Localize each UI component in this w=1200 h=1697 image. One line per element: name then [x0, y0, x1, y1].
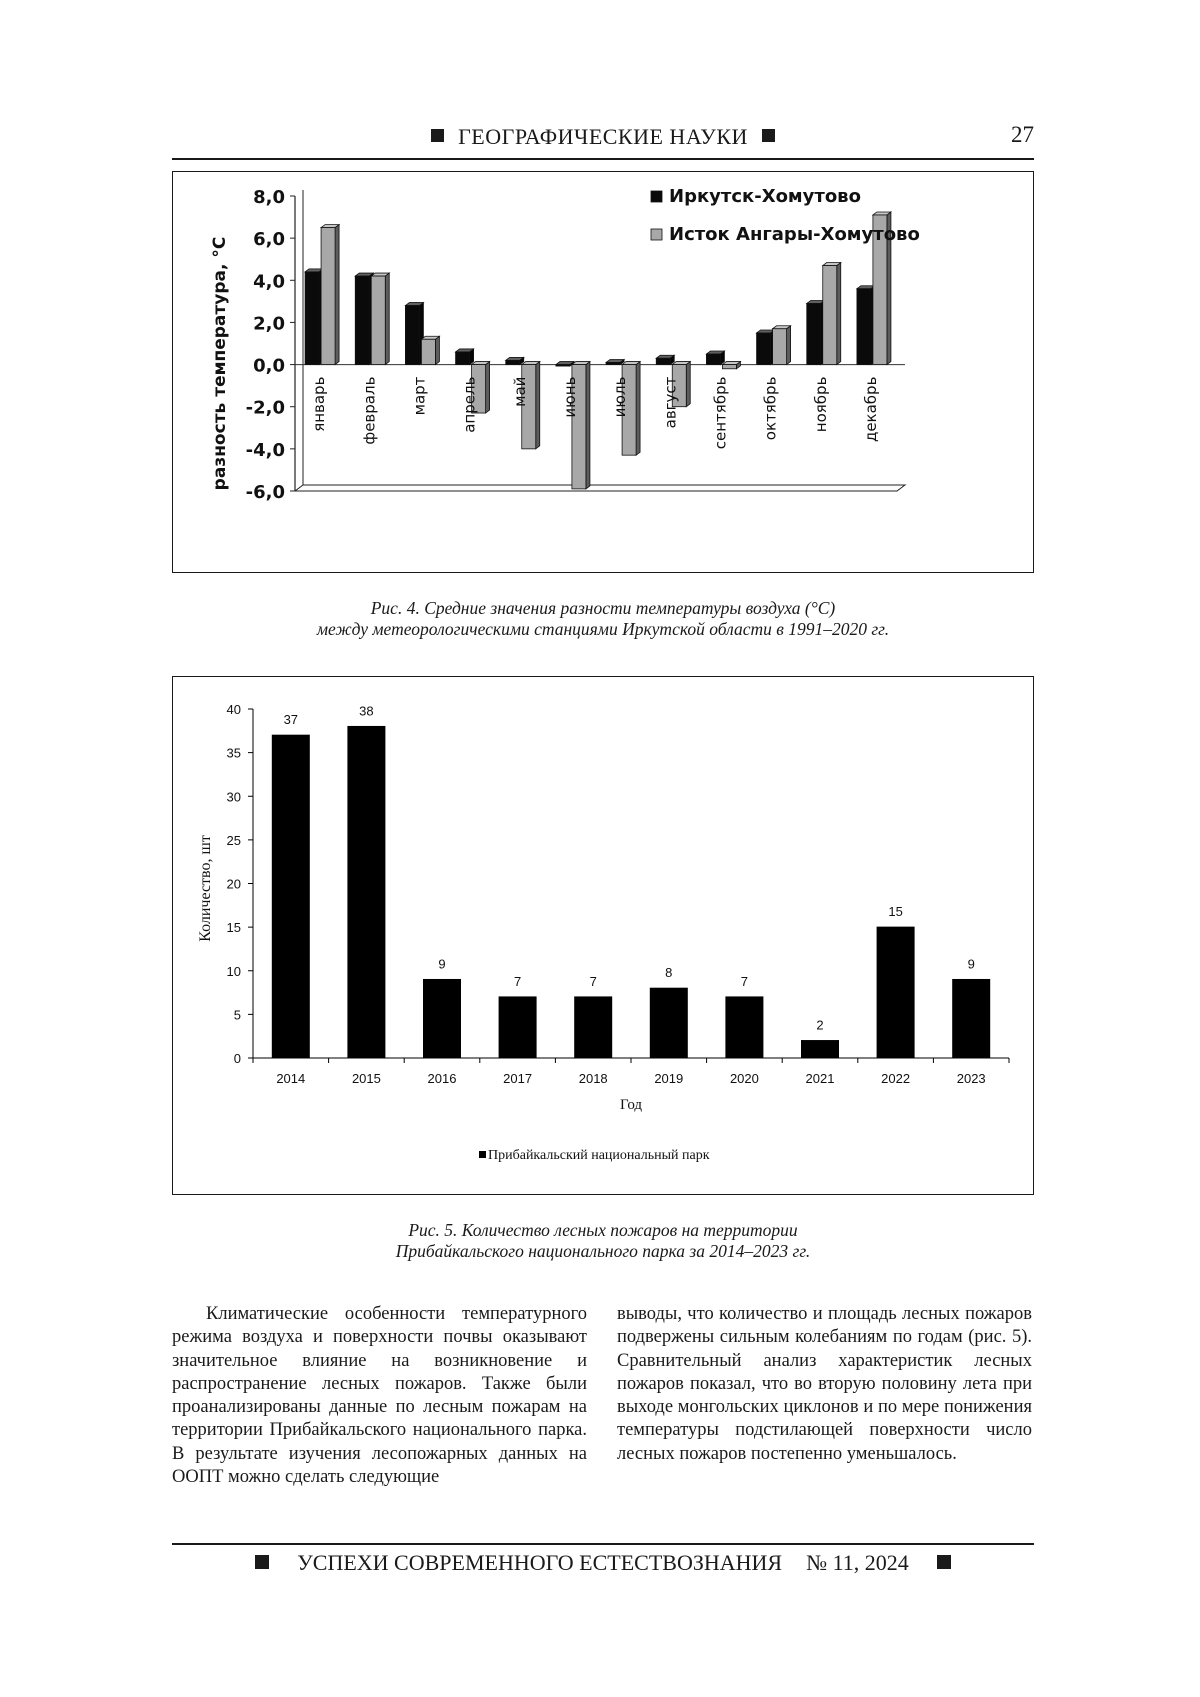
running-footer [172, 1543, 1034, 1576]
chart4-bar [706, 351, 724, 365]
chart4-legend-swatch [651, 191, 662, 202]
chart5-data-label: 9 [438, 956, 446, 972]
chart4-bar-front [371, 276, 385, 365]
chart4-y-tick-label: -2,0 [245, 397, 285, 419]
chart5-x-tick-label: 2018 [578, 1071, 608, 1086]
body-text-left-column: Климатические особенности температурного режима воздуха и поверхности почвы оказывают значительное влияние на возникновение и распространение лесных пожаров. Также были проанализированы данные по лесным пожарам на территории Прибайкальского национального парка. В результате изучения лесопожарных данных на ООПТ можно сделать следующие [172, 1304, 587, 1488]
chart4-category-label: июнь [560, 376, 579, 418]
journal-section-title [172, 124, 1034, 150]
chart4-bar-front [773, 329, 787, 365]
section-name: ГЕОГРАФИЧЕСКИЕ НАУКИ [458, 124, 748, 149]
chart5-bar [272, 735, 309, 1058]
chart4-category-label: март [410, 376, 429, 416]
chart4-bar-side [335, 225, 339, 365]
chart4-bar-front [421, 339, 435, 364]
chart4-bar-front [305, 272, 319, 365]
issue-number: № 11, 2024 [806, 1550, 909, 1575]
chart4-legend-label: Исток Ангары-Хомутово [669, 224, 920, 245]
square-bullet-icon [937, 1555, 951, 1569]
chart4-bar-front [823, 266, 837, 365]
chart4-bar [421, 336, 439, 364]
chart5-bar [424, 979, 461, 1058]
figure-5-caption [172, 1220, 1034, 1262]
chart4-bar-side [435, 336, 439, 364]
temperature-difference-chart [173, 172, 1033, 572]
chart4-bar-side [636, 362, 640, 456]
chart4-category-label: июль [611, 376, 630, 418]
body-text-right-column: выводы, что количество и площадь лесных пожаров подвержены сильным колебаниям по годам (рис. 5). Сравнительный анализ характеристик лесных пожаров показал, что во вторую половину лета при выходе монгольских циклонов и по мере понижения температуры подстилающей поверхности число лесных пожаров постепенно уменьшалось. [617, 1304, 1032, 1464]
figure-5-caption-line-2: Прибайкальского национального парка за 2014–2023 гг. [395, 1241, 811, 1261]
chart5-bar [802, 1041, 839, 1058]
chart4-bar-side [536, 362, 540, 449]
chart5-y-tick-label: 0 [233, 1051, 241, 1066]
chart4-y-tick-label: 2,0 [253, 313, 285, 335]
figure-4-caption-line-2: между метеорологическими станциями Иркутской области в 1991–2020 гг. [316, 619, 890, 639]
chart4-bar [456, 349, 474, 365]
chart5-data-label: 8 [665, 965, 673, 981]
chart4-y-tick-label: -4,0 [245, 439, 285, 461]
chart4-bar-side [385, 273, 389, 365]
chart5-y-tick-label: 35 [226, 745, 241, 761]
running-header [172, 122, 1034, 160]
chart4-bar-side [586, 362, 590, 489]
chart5-x-tick-label: 2016 [427, 1071, 457, 1086]
figure-4-caption [172, 598, 1034, 640]
chart5-legend-label: Прибайкальский национальный парк [488, 1148, 710, 1163]
chart4-bar [305, 269, 323, 365]
chart5-bar [575, 997, 612, 1058]
chart4-bar [355, 273, 373, 365]
chart5-x-tick-label: 2017 [503, 1071, 533, 1086]
figure-5-caption-line-1: Рис. 5. Количество лесных пожаров на территории [408, 1220, 798, 1240]
chart5-y-tick-label: 20 [226, 876, 241, 892]
chart5-x-tick-label: 2023 [956, 1071, 986, 1086]
chart4-bar [857, 286, 875, 365]
chart4-y-tick-label: 8,0 [253, 187, 285, 208]
chart4-bar-side [686, 362, 690, 407]
chart4-bar [807, 300, 825, 364]
figure-4-chart-frame [172, 171, 1034, 573]
chart5-data-label: 7 [589, 973, 597, 989]
chart4-bar-front [456, 352, 470, 365]
chart4-y-tick-label: -6,0 [245, 482, 285, 503]
chart4-floor [295, 485, 905, 491]
square-bullet-icon [431, 129, 444, 142]
chart5-bar [499, 997, 536, 1058]
chart4-bar-front [321, 228, 335, 365]
figure-4-caption-line-1: Рис. 4. Средние значения разности температуры воздуха (°C) [370, 598, 836, 618]
chart4-bar [757, 330, 775, 365]
chart4-category-label: сентябрь [711, 376, 730, 450]
chart4-y-tick-label: 4,0 [253, 271, 285, 293]
chart4-category-label: май [510, 376, 529, 407]
chart4-bar-front [355, 276, 369, 365]
chart5-y-axis-title: Количество, шт [197, 835, 214, 942]
chart4-category-label: октябрь [761, 376, 780, 441]
chart4-bar [606, 359, 624, 364]
chart4-category-label: февраль [360, 376, 379, 445]
chart4-bar-front [757, 333, 771, 365]
chart5-data-label: 37 [283, 712, 299, 728]
chart4-bar-front [857, 289, 871, 365]
chart5-data-label: 2 [816, 1017, 824, 1033]
chart4-bar [773, 326, 791, 365]
chart5-y-tick-label: 15 [226, 920, 241, 936]
chart5-legend-swatch [479, 1151, 486, 1158]
chart4-bar-side [486, 362, 490, 413]
chart4-bar-front [656, 358, 670, 364]
chart5-x-axis-title: Год [619, 1097, 643, 1113]
forest-fires-chart [173, 677, 1033, 1194]
chart4-bar-front [506, 360, 520, 364]
chart5-bar [650, 988, 687, 1058]
chart5-data-label: 15 [888, 904, 903, 920]
chart4-legend-swatch [651, 229, 662, 240]
chart4-category-label: август [661, 376, 680, 429]
chart5-y-tick-label: 5 [233, 1007, 241, 1023]
chart5-y-tick-label: 25 [226, 832, 241, 848]
figure-5-chart-frame [172, 676, 1034, 1195]
chart5-bar [953, 979, 990, 1058]
chart4-bar [506, 357, 524, 364]
chart4-bar-side [787, 326, 791, 365]
chart4-category-label: ноябрь [811, 376, 830, 433]
chart5-x-tick-label: 2020 [729, 1071, 759, 1086]
chart4-y-axis-title: разность температура, °С [210, 236, 230, 491]
chart5-y-tick-label: 30 [226, 789, 241, 805]
chart4-category-label: апрель [460, 376, 479, 433]
chart4-bar [656, 355, 674, 364]
chart4-bar-front [405, 306, 419, 365]
square-bullet-icon [762, 129, 775, 142]
chart5-x-tick-label: 2022 [881, 1071, 911, 1086]
chart5-data-label: 9 [967, 956, 975, 972]
square-bullet-icon [255, 1555, 269, 1569]
chart5-bar [877, 927, 914, 1058]
chart4-bar [371, 273, 389, 365]
chart4-category-label: январь [310, 376, 329, 432]
chart4-bar-side [837, 263, 841, 365]
chart4-category-label: декабрь [861, 376, 880, 443]
chart5-bar [726, 997, 763, 1058]
chart4-bar-front [606, 362, 620, 364]
chart4-bar [722, 362, 740, 369]
chart5-x-tick-label: 2019 [654, 1071, 684, 1086]
journal-name: УСПЕХИ СОВРЕМЕННОГО ЕСТЕСТВОЗНАНИЯ [297, 1550, 783, 1575]
chart4-bar [321, 225, 339, 365]
chart5-x-tick-label: 2014 [276, 1071, 306, 1086]
chart4-bar-front [706, 354, 720, 365]
chart5-x-tick-label: 2015 [351, 1071, 381, 1086]
chart4-y-tick-label: 6,0 [253, 229, 285, 251]
chart4-legend-label: Иркутск-Хомутово [669, 186, 861, 207]
chart5-data-label: 7 [740, 973, 749, 989]
chart5-bar [348, 726, 385, 1058]
chart5-x-tick-label: 2021 [805, 1071, 835, 1086]
chart4-bar-front [722, 365, 736, 369]
chart4-bar [556, 362, 574, 367]
chart4-bar-front [807, 303, 821, 364]
chart4-bar [405, 303, 423, 365]
chart4-y-tick-label: 0,0 [253, 355, 285, 377]
chart4-bar [823, 263, 841, 365]
chart5-data-label: 38 [359, 703, 374, 719]
chart5-y-tick-label: 10 [226, 963, 241, 979]
chart5-y-tick-label: 40 [226, 702, 241, 717]
page-number: 27 [1011, 122, 1034, 147]
chart5-data-label: 7 [513, 973, 522, 989]
chart4-bar-front [556, 365, 570, 367]
